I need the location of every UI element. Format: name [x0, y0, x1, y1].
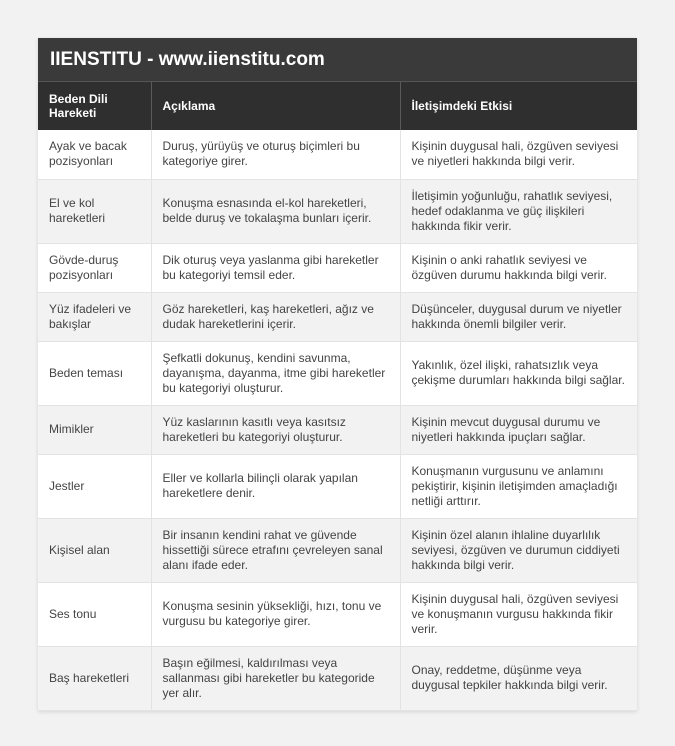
cell-effect: Kişinin duygusal hali, özgüven seviyesi ve niyetleri hakkında bilgi verir.	[400, 130, 637, 179]
table-row	[38, 341, 637, 405]
cell-effect: Kişinin duygusal hali, özgüven seviyesi ve konuşmanın vurgusu hakkında fikir verir.	[400, 582, 637, 646]
cell-description: Bir insanın kendini rahat ve güvende hissettiği sürece etrafını çevreleyen sanal alanı ifade eder.	[151, 518, 400, 582]
info-card	[38, 38, 637, 711]
cell-effect: Konuşmanın vurgusunu ve anlamını pekiştirir, kişinin iletişimden amaçladığı netliği arttırır.	[400, 454, 637, 518]
table-body	[38, 130, 637, 710]
cell-effect: Onay, reddetme, düşünme veya duygusal tepkiler hakkında bilgi verir.	[400, 646, 637, 710]
cell-description: Konuşma esnasında el-kol hareketleri, belde duruş ve tokalaşma bunları içerir.	[151, 179, 400, 243]
cell-movement: Gövde-duruş pozisyonları	[38, 243, 151, 292]
column-header-movement: Beden Dili Hareketi	[38, 82, 151, 130]
table-header	[38, 82, 637, 130]
table-row	[38, 130, 637, 179]
column-header-effect: İletişimdeki Etkisi	[400, 82, 637, 130]
cell-description: Konuşma sesinin yüksekliği, hızı, tonu ve vurgusu bu kategoriye girer.	[151, 582, 400, 646]
table-row	[38, 646, 637, 710]
cell-movement: Yüz ifadeleri ve bakışlar	[38, 292, 151, 341]
table-row	[38, 179, 637, 243]
table-row	[38, 292, 637, 341]
table-row	[38, 582, 637, 646]
table-row	[38, 518, 637, 582]
table-row	[38, 454, 637, 518]
cell-movement: Mimikler	[38, 405, 151, 454]
cell-description: Şefkatli dokunuş, kendini savunma, dayanışma, dayanma, itme gibi hareketler bu kategoriyi oluşturur.	[151, 341, 400, 405]
cell-effect: Kişinin özel alanın ihlaline duyarlılık seviyesi, özgüven ve durumun ciddiyeti hakkında bilgi verir.	[400, 518, 637, 582]
cell-movement: Ayak ve bacak pozisyonları	[38, 130, 151, 179]
cell-movement: El ve kol hareketleri	[38, 179, 151, 243]
cell-description: Yüz kaslarının kasıtlı veya kasıtsız hareketleri bu kategoriyi oluşturur.	[151, 405, 400, 454]
cell-movement: Baş hareketleri	[38, 646, 151, 710]
cell-movement: Beden teması	[38, 341, 151, 405]
cell-description: Göz hareketleri, kaş hareketleri, ağız ve dudak hareketlerini içerir.	[151, 292, 400, 341]
cell-description: Eller ve kollarla bilinçli olarak yapılan hareketlere denir.	[151, 454, 400, 518]
page-title: IIENSTITU - www.iienstitu.com	[38, 38, 637, 82]
cell-effect: Yakınlık, özel ilişki, rahatsızlık veya çekişme durumları hakkında bilgi sağlar.	[400, 341, 637, 405]
cell-movement: Kişisel alan	[38, 518, 151, 582]
data-table	[38, 82, 637, 711]
table-row	[38, 405, 637, 454]
cell-description: Başın eğilmesi, kaldırılması veya sallanması gibi hareketler bu kategoride yer alır.	[151, 646, 400, 710]
cell-description: Duruş, yürüyüş ve oturuş biçimleri bu kategoriye girer.	[151, 130, 400, 179]
cell-effect: İletişimin yoğunluğu, rahatlık seviyesi, hedef odaklanma ve güç ilişkileri hakkında fikir verir.	[400, 179, 637, 243]
cell-effect: Kişinin mevcut duygusal durumu ve niyetleri hakkında ipuçları sağlar.	[400, 405, 637, 454]
cell-movement: Ses tonu	[38, 582, 151, 646]
column-header-description: Açıklama	[151, 82, 400, 130]
cell-movement: Jestler	[38, 454, 151, 518]
cell-description: Dik oturuş veya yaslanma gibi hareketler bu kategoriyi temsil eder.	[151, 243, 400, 292]
cell-effect: Kişinin o anki rahatlık seviyesi ve özgüven durumu hakkında bilgi verir.	[400, 243, 637, 292]
table-row	[38, 243, 637, 292]
cell-effect: Düşünceler, duygusal durum ve niyetler hakkında önemli bilgiler verir.	[400, 292, 637, 341]
